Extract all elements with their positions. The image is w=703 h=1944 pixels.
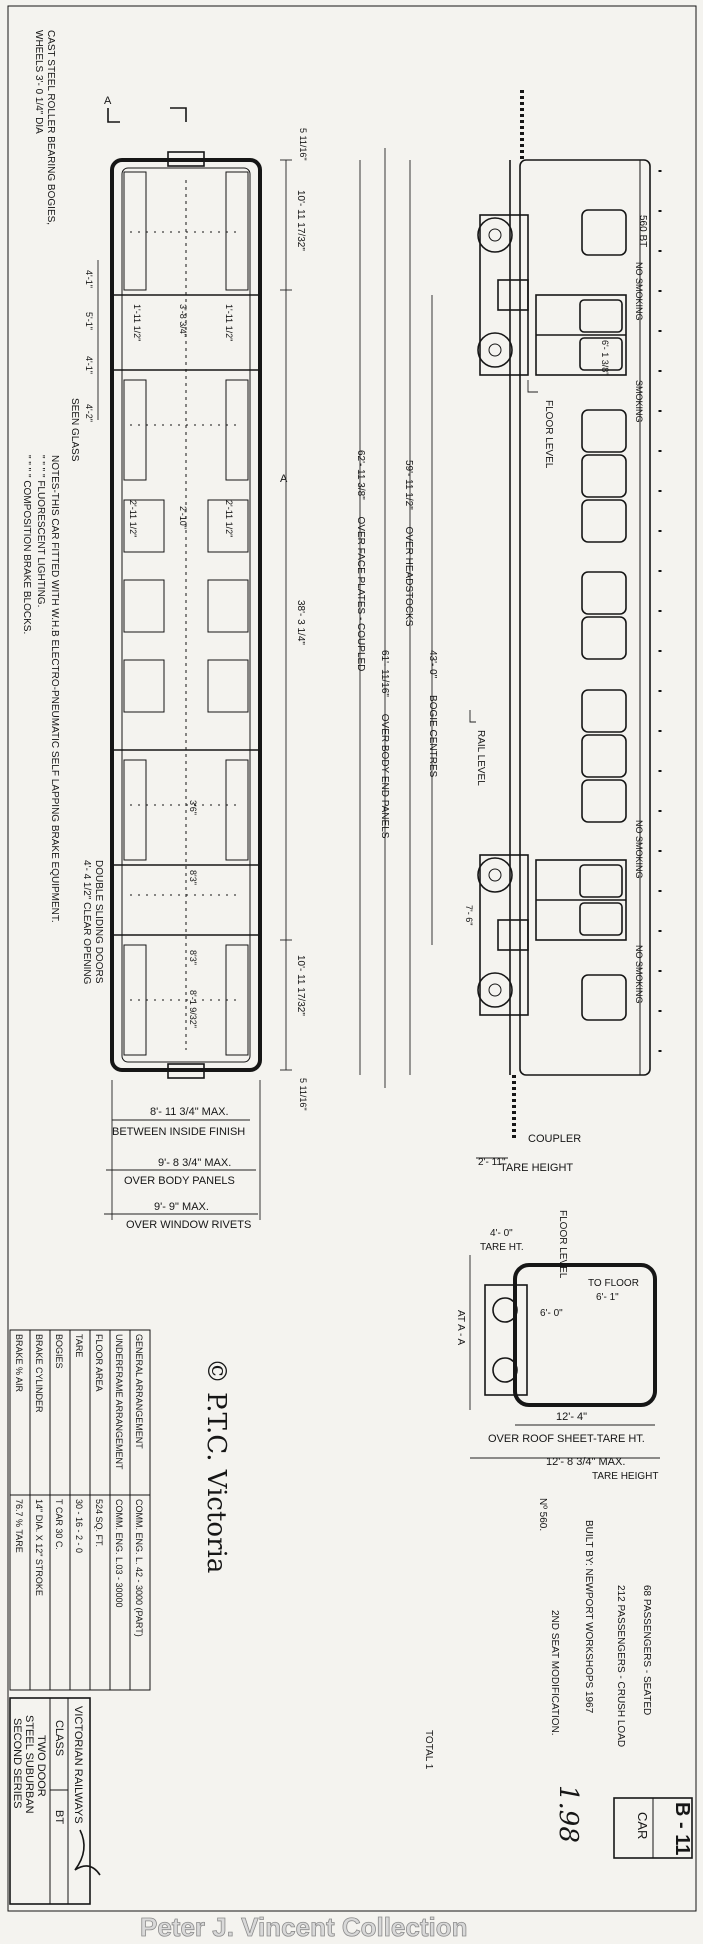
side-elevation — [464, 90, 660, 1140]
section-marker-a-top: A — [104, 95, 112, 107]
section-tare-ht-label: TARE HT. — [480, 1242, 524, 1253]
spec-row-label: BOGIES — [54, 1334, 64, 1369]
title-class-label: CLASS — [53, 1720, 65, 1757]
spec-row-value: 76.7 % TARE — [14, 1499, 24, 1553]
width-dim-2-value: 9'- 8 3/4" MAX. — [158, 1157, 232, 1169]
dim-center-b: 2'-10" — [178, 506, 188, 529]
dim-side-c: 4'-1" — [84, 356, 94, 374]
note-line-3: " " " " COMPOSITION BRAKE BLOCKS. — [21, 455, 32, 635]
dim-side-d: 4'-2" — [84, 404, 94, 422]
elevation-wheelbase: 7'- 6" — [464, 905, 474, 926]
car-info-seated: 68 PASSENGERS - SEATED — [641, 1585, 652, 1716]
copyright-text: P.T.C. Victoria — [201, 1392, 231, 1574]
section-tare-height-value: 12'- 8 3/4" MAX. — [546, 1456, 626, 1468]
title-desc-3: SECOND SERIES — [11, 1718, 23, 1809]
sheet-type: CAR — [635, 1812, 650, 1840]
spec-row-label: FLOOR AREA — [94, 1334, 104, 1392]
dim-door-a: 3'6" — [188, 800, 198, 815]
left-notes — [21, 30, 104, 985]
seen-glass-label: SEEN GLASS — [69, 398, 80, 462]
title-desc-1: TWO DOOR — [35, 1735, 47, 1797]
spec-row-value: 524 SQ. FT. — [94, 1499, 104, 1548]
spec-row-label: BRAKE CYLINDER — [34, 1334, 44, 1413]
spec-row-value: COMM. ENG. L.03 - 30000 — [114, 1499, 124, 1608]
dim-side-a: 4'-1" — [84, 270, 94, 288]
width-dim-1-label: BETWEEN INSIDE FINISH — [112, 1126, 246, 1138]
section-dim-a: 6'- 1" — [596, 1292, 619, 1303]
section-roof-label: OVER ROOF SHEET-TARE HT. — [488, 1433, 645, 1445]
dim-door-d: 8'-1 9/32" — [188, 990, 198, 1028]
elevation-no-smoking-2: SMOKING — [634, 380, 644, 423]
dim-over-face-plates: 62'- 11 3/8" OVER FACE PLATES - COUPLED — [355, 450, 366, 672]
dim-seat-pitch-c: 1'-11 1/2" — [224, 304, 234, 342]
bogie-note-line-1: CAST STEEL ROLLER BEARING BOGIES, — [45, 30, 56, 226]
bogie-note-line-2: WHEELS 3'- 0 1/4" DIA — [33, 30, 44, 134]
title-desc-2: STEEL SUBURBAN — [23, 1715, 35, 1814]
spec-row-value: COMM. ENG. L. 42 - 3000 (PART) — [134, 1499, 144, 1637]
section-bogie — [485, 1285, 527, 1395]
dim-over-headstocks: 59'- 11 1/2" OVER HEADSTOCKS — [403, 460, 414, 627]
collection-watermark: Peter J. Vincent Collection — [140, 1912, 468, 1942]
note-line-1: NOTES-THIS CAR FITTED WITH W.H.B ELECTRO-PNEUMATIC SELF LAPPING BRAKE EQUIPMENT. — [49, 455, 60, 923]
spec-row-value: 14" DIA. X 12" STROKE — [34, 1499, 44, 1596]
tare-height-label: TARE HEIGHT — [500, 1162, 574, 1174]
handwritten-number: 1.98 — [553, 1785, 583, 1843]
dim-side-b: 5'-1" — [84, 312, 94, 330]
section-arrow-top — [108, 108, 120, 122]
section-dim-b: 6'- 0" — [540, 1308, 563, 1319]
spec-row-label: UNDERFRAME ARRANGEMENT — [114, 1334, 124, 1470]
dim-door-c: 8'3" — [188, 950, 198, 965]
section-marker-a-mid: A — [280, 473, 288, 485]
dim-center-c: 2'-11 1/2" — [224, 500, 234, 538]
dim-end-section-top: 10'- 11 17/32" — [295, 190, 306, 251]
section-bracket-top — [170, 108, 186, 122]
width-dim-3-value: 9'- 9" MAX. — [154, 1201, 209, 1213]
dim-seat-pitch-a: 1'-11 1/2" — [132, 304, 142, 342]
coupler-offset: 2'- 11" — [478, 1157, 506, 1168]
end-section — [455, 1210, 660, 1482]
title-block — [10, 1698, 100, 1904]
dim-end-bottom: 5 11/16" — [298, 1078, 308, 1111]
dim-center-a: 2'-11 1/2" — [128, 500, 138, 538]
spec-row-label: GENERAL ARRANGEMENT — [134, 1334, 144, 1449]
title-class-value: BT — [53, 1810, 65, 1825]
copyright-symbol: © — [201, 1358, 231, 1384]
dim-bogie-centres: 43'- 0" BOGIE CENTRES — [427, 650, 438, 778]
dim-mid-section: 38'- 3 1/4" — [295, 600, 306, 645]
copyright-mark — [201, 1358, 231, 1573]
spec-row-value: 30 - 16 - 2 - 0 — [74, 1499, 84, 1554]
signature-mark — [75, 1830, 100, 1875]
elevation-car-number: 560 BT — [637, 215, 648, 248]
sheet-id: B - 11 — [671, 1802, 693, 1856]
car-info-crush: 212 PASSENGERS - CRUSH LOAD — [615, 1585, 626, 1748]
dim-over-body-end-panels: 61'- 11/16" OVER BODY END PANELS — [379, 650, 390, 839]
section-floor-level: FLOOR LEVEL — [557, 1210, 568, 1279]
door-note-line-2: 4'- 4 1/2" CLEAR OPENING — [81, 860, 92, 985]
elevation-door-dim: 6'- 1 3/8" — [600, 340, 610, 376]
dim-door-b: 8'3" — [188, 870, 198, 885]
elevation-floor-level: FLOOR LEVEL — [543, 400, 554, 469]
elevation-no-smoking-1: NO SMOKING — [634, 262, 644, 321]
elevation-no-smoking-3: NO SMOKING — [634, 820, 644, 879]
section-at-label: AT A - A — [455, 1310, 466, 1346]
coupler-label: COUPLER — [528, 1133, 582, 1145]
section-tare-ht: 4'- 0" — [490, 1228, 513, 1239]
spec-row-value: T CAR 30 C. — [54, 1499, 64, 1550]
car-info — [423, 1498, 652, 1843]
spec-row-label: TARE — [74, 1334, 84, 1358]
section-to-floor: TO FLOOR — [588, 1278, 639, 1289]
dim-end-top: 5 11/16" — [298, 128, 308, 161]
car-info-modification: 2ND SEAT MODIFICATION. — [549, 1610, 560, 1736]
title-railway: VICTORIAN RAILWAYS — [72, 1706, 84, 1824]
spec-table — [10, 1330, 150, 1690]
car-info-total: TOTAL 1 — [423, 1730, 434, 1770]
car-info-number: Nº 560. — [537, 1498, 548, 1532]
width-dim-1-value: 8'- 11 3/4" MAX. — [150, 1106, 229, 1118]
elevation-dimensions — [355, 148, 581, 1174]
width-dimensions — [104, 1080, 260, 1231]
section-roof-width: 12'- 4" — [556, 1411, 588, 1423]
section-tare-height-label: TARE HEIGHT — [592, 1471, 659, 1482]
elevation-no-smoking-4: NO SMOKING — [634, 945, 644, 1004]
plan-dimensions — [84, 128, 308, 1111]
dim-end-section-bottom: 10'- 11 17/32" — [295, 955, 306, 1016]
car-info-built: BUILT BY: NEWPORT WORKSHOPS 1967 — [583, 1520, 594, 1714]
width-dim-3-label: OVER WINDOW RIVETS — [126, 1219, 252, 1231]
plan-view — [104, 95, 288, 1078]
elevation-rail-level: RAIL LEVEL — [475, 730, 486, 786]
width-dim-2-label: OVER BODY PANELS — [124, 1175, 235, 1187]
door-note-line-1: DOUBLE SLIDING DOORS — [93, 860, 104, 984]
spec-row-label: BRAKE % AIR — [14, 1334, 24, 1393]
sheet-id-block — [614, 1798, 693, 1858]
dim-seat-pitch-b: 3'-8 3/4" — [178, 304, 188, 337]
note-line-2: " " " " FLUORESCENT LIGHTING. — [35, 455, 46, 608]
